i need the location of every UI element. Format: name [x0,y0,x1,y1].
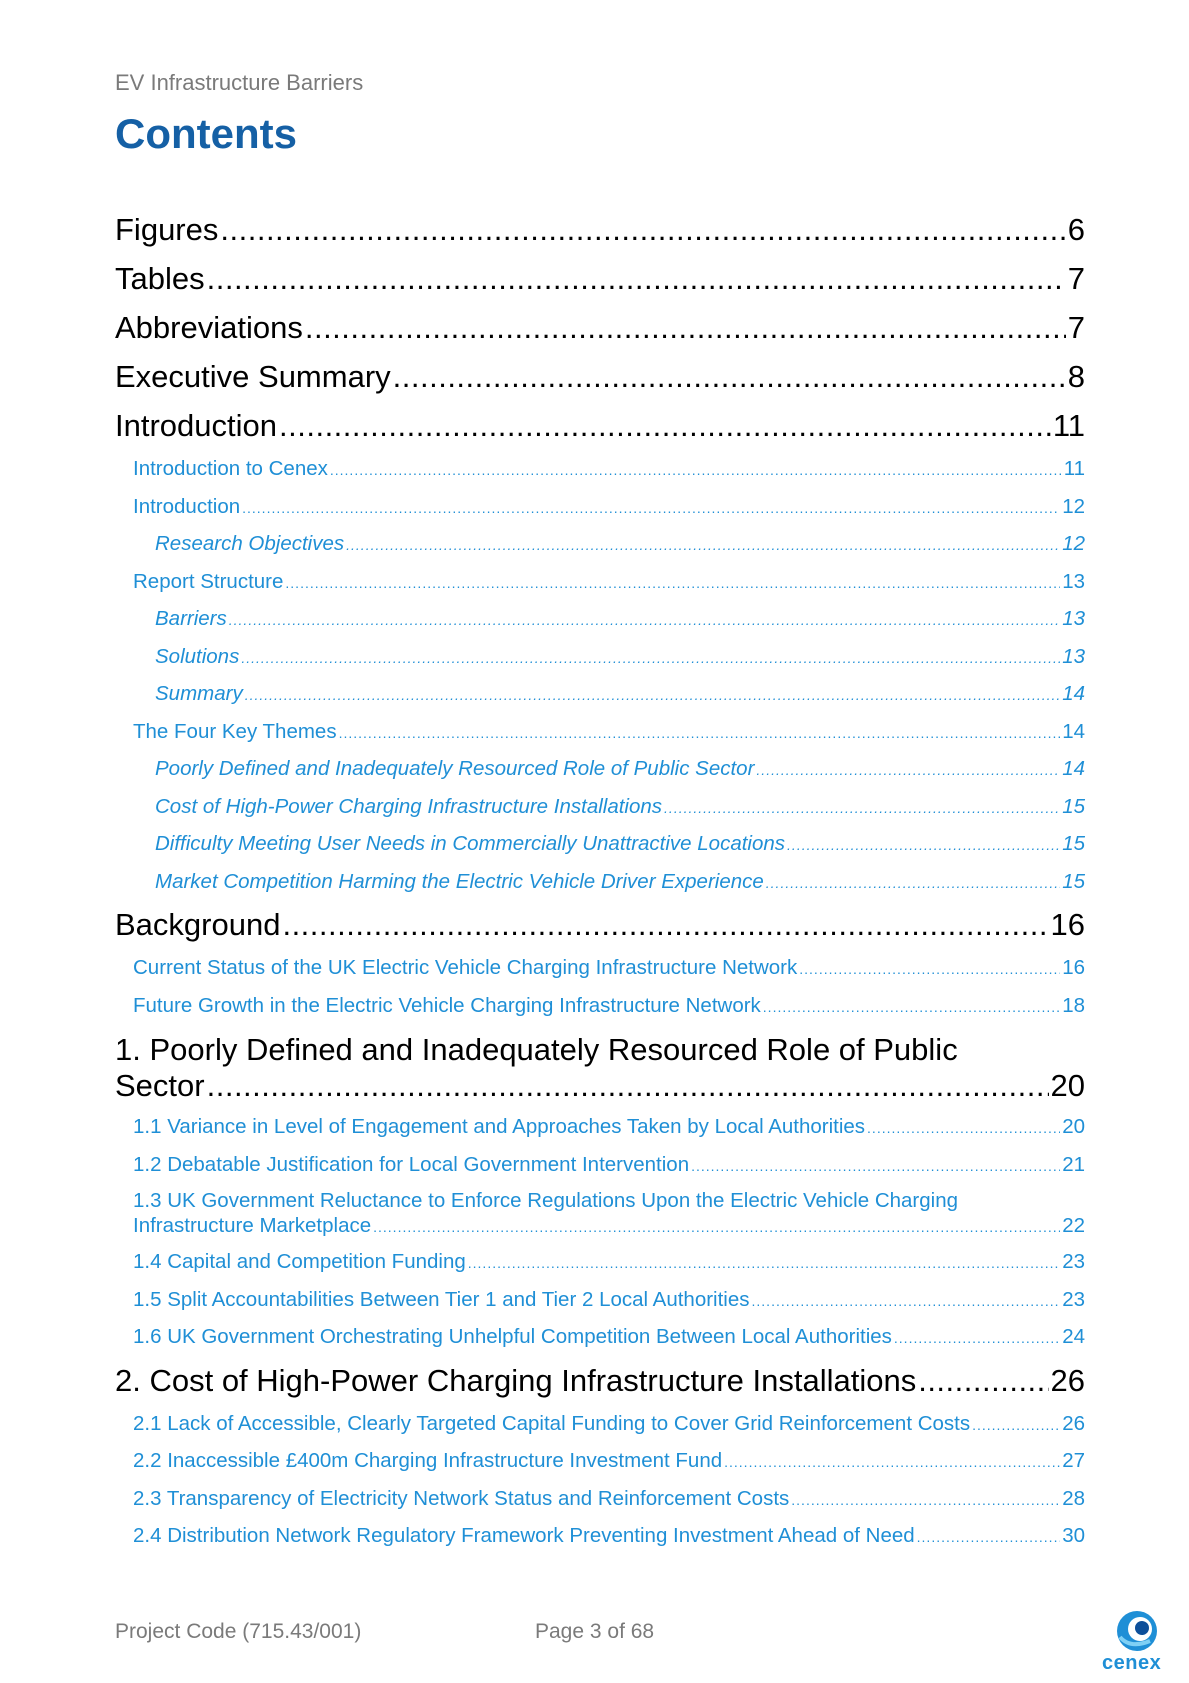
toc-entry-level-2[interactable] [133,713,1085,751]
toc-entry-level-1[interactable] [115,1032,1085,1104]
toc-page-number[interactable]: 20 [1050,1068,1085,1103]
toc-entry-level-3[interactable] [155,750,1085,788]
toc-entry-level-2[interactable] [133,450,1085,488]
toc-entry-title[interactable]: Introduction [115,408,277,443]
toc-entry-level-3[interactable] [155,825,1085,863]
toc-entry-level-2[interactable] [133,1281,1085,1319]
toc-entry-level-3[interactable] [155,675,1085,713]
toc-dot-leader [756,752,1060,790]
toc-page-number[interactable]: 15 [1062,869,1085,893]
toc-entry-level-2[interactable] [133,1405,1085,1443]
cenex-logo-text: cenex [1102,1652,1162,1674]
toc-page-number[interactable]: 26 [1050,1362,1085,1398]
toc-page-number[interactable]: 24 [1062,1325,1085,1348]
toc-dot-leader [207,1068,1049,1104]
toc-dot-leader [282,900,1048,949]
toc-entry-level-3[interactable] [155,600,1085,638]
toc-dot-leader [766,865,1060,903]
toc-page-number[interactable]: 26 [1062,1411,1085,1435]
footer-page-number: Page 3 of 68 [535,1620,655,1643]
toc-dot-leader [207,254,1066,303]
toc-page-number[interactable]: 23 [1062,1250,1085,1273]
toc-entry-title[interactable]: 1.5 Split Accountabilities Between Tier 1 and Tier 2 Local Authorities [133,1287,750,1311]
toc-dot-leader [724,1444,1060,1482]
toc-page-number[interactable]: 27 [1062,1449,1085,1472]
toc-entry-row[interactable] [133,1213,1085,1238]
toc-entry-title[interactable]: Executive Summary [115,359,391,394]
toc-page-number[interactable]: 16 [1050,907,1085,942]
toc-page-number[interactable]: 21 [1062,1152,1085,1176]
toc-entry-title[interactable]: Difficulty Meeting User Needs in Commercially Unattractive Locations [155,832,786,855]
toc-dot-leader [285,565,1060,603]
toc-dot-leader [242,490,1060,528]
toc-dot-leader [373,1215,1060,1240]
toc-entry-title[interactable]: Future Growth in the Electric Vehicle Charging Infrastructure Network [133,993,761,1017]
toc-page-number[interactable]: 15 [1062,832,1085,855]
toc-entry-title-line1[interactable]: 1.3 UK Government Reluctance to Enforce Regulations Upon the Electric Vehicle Charging [133,1189,959,1212]
toc-dot-leader [393,352,1066,401]
toc-page-number[interactable]: 6 [1067,212,1085,247]
toc-entry-title[interactable]: 1.6 UK Government Orchestrating Unhelpful Competition Between Local Authorities [133,1325,892,1348]
toc-page-number[interactable]: 12 [1062,494,1085,518]
toc-dot-leader [972,1407,1060,1445]
toc-dot-leader [799,951,1060,989]
toc-page-number[interactable]: 7 [1067,310,1085,345]
toc-dot-leader [220,205,1065,254]
toc-dot-leader [468,1245,1060,1283]
toc-dot-leader [917,1519,1061,1557]
toc-page-number[interactable]: 13 [1062,607,1085,630]
footer-project-code: Project Code (715.43/001) [115,1620,362,1643]
toc-dot-leader [787,827,1060,865]
toc-entry-title[interactable]: 1.1 Variance in Level of Engagement and Approaches Taken by Local Authorities [133,1115,866,1138]
toc-entry-level-2[interactable] [133,1243,1085,1281]
toc-page-number[interactable]: 7 [1067,261,1085,296]
toc-dot-leader [763,989,1060,1027]
toc-page-number[interactable]: 30 [1062,1524,1085,1547]
toc-entry-level-1[interactable] [115,254,1085,303]
toc-entry-row[interactable] [115,1068,1085,1104]
toc-entry-level-1[interactable] [115,401,1085,450]
table-of-contents [115,205,1085,1555]
toc-entry-title[interactable]: Current Status of the UK Electric Vehicle Charging Infrastructure Network [133,956,798,979]
toc-entry-title[interactable]: Solutions [155,644,240,668]
toc-page-number[interactable]: 22 [1062,1214,1085,1237]
toc-entry-level-1[interactable] [115,352,1085,401]
toc-entry-level-2[interactable] [133,1146,1085,1184]
toc-entry-title[interactable]: 2.1 Lack of Accessible, Clearly Targeted Capital Funding to Cover Grid Reinforcement Costs [133,1411,971,1435]
toc-entry-level-2[interactable] [133,1188,1085,1238]
toc-page-number[interactable]: 18 [1062,993,1085,1017]
toc-entry-level-3[interactable] [155,788,1085,826]
toc-dot-leader [241,640,1060,678]
toc-entry-level-3[interactable] [155,525,1085,563]
toc-dot-leader [664,790,1060,828]
toc-dot-leader [791,1482,1060,1520]
toc-entry-title[interactable]: Summary [155,682,243,705]
toc-entry-level-2[interactable] [133,1517,1085,1555]
toc-dot-leader [691,1148,1060,1186]
toc-entry-title[interactable]: Figures [115,212,219,247]
toc-page-number[interactable]: 13 [1062,569,1085,593]
toc-entry-title[interactable]: Cost of High-Power Charging Infrastructure Installations [155,794,663,818]
toc-page-number[interactable]: 28 [1062,1486,1085,1510]
toc-entry-level-2[interactable] [133,1480,1085,1518]
toc-entry-title[interactable]: 2.3 Transparency of Electricity Network Status and Reinforcement Costs [133,1486,790,1510]
toc-entry-title[interactable]: Introduction to Cenex [133,457,328,480]
toc-entry-level-1[interactable] [115,205,1085,254]
toc-dot-leader [346,527,1060,565]
toc-dot-leader [752,1283,1061,1321]
toc-entry-title[interactable]: Report Structure [133,569,284,593]
toc-entry-level-1[interactable] [115,303,1085,352]
toc-entry-level-2[interactable] [133,987,1085,1025]
toc-entry-title[interactable]: Poorly Defined and Inadequately Resourced Role of Public Sector [155,757,755,780]
toc-dot-leader [339,715,1061,753]
toc-entry-level-2[interactable] [133,1108,1085,1146]
toc-entry-title[interactable]: Abbreviations [115,310,303,345]
toc-entry-title[interactable]: Market Competition Harming the Electric Vehicle Driver Experience [155,869,764,893]
toc-entry-title[interactable]: The Four Key Themes [133,719,337,743]
toc-entry-title[interactable]: Barriers [155,607,227,630]
toc-entry-level-3[interactable] [155,863,1085,901]
toc-page-number[interactable]: 14 [1062,682,1085,705]
toc-entry-title[interactable]: 2. Cost of High-Power Charging Infrastructure Installations [115,1362,917,1398]
toc-dot-leader [330,452,1062,490]
toc-entry-title[interactable]: Tables [115,261,205,296]
toc-page-number[interactable]: 15 [1062,794,1085,818]
toc-page-number[interactable]: 20 [1062,1115,1085,1138]
toc-entry-title[interactable]: 2.2 Inaccessible £400m Charging Infrastructure Investment Fund [133,1449,723,1472]
toc-entry-level-2[interactable] [133,563,1085,601]
toc-entry-title[interactable]: 2.4 Distribution Network Regulatory Framework Preventing Investment Ahead of Need [133,1524,915,1547]
toc-entry-level-1[interactable] [115,900,1085,949]
toc-page-number[interactable]: 13 [1062,644,1085,668]
toc-page-number[interactable]: 16 [1062,956,1085,979]
toc-page-number[interactable]: 11 [1063,457,1085,480]
toc-entry-level-2[interactable] [133,1318,1085,1356]
toc-page-number[interactable]: 14 [1062,757,1085,780]
toc-entry-level-2[interactable] [133,488,1085,526]
toc-entry-title-line1[interactable]: 1. Poorly Defined and Inadequately Resourced Role of Public [115,1032,958,1067]
toc-dot-leader [229,602,1060,640]
toc-entry-level-2[interactable] [133,949,1085,987]
toc-page-number[interactable]: 8 [1067,359,1085,394]
toc-entry-level-1[interactable] [115,1356,1085,1405]
toc-entry-level-3[interactable] [155,638,1085,676]
toc-page-number[interactable]: 14 [1062,719,1085,743]
toc-entry-title[interactable]: 1.4 Capital and Competition Funding [133,1250,466,1273]
toc-page-number[interactable]: 12 [1062,532,1085,555]
toc-dot-leader [918,1356,1048,1405]
toc-page-number[interactable]: 11 [1052,408,1085,443]
toc-entry-title[interactable]: Sector [115,1068,205,1103]
toc-entry-title[interactable]: Infrastructure Marketplace [133,1214,372,1237]
toc-dot-leader [894,1320,1060,1358]
toc-entry-level-2[interactable] [133,1442,1085,1480]
toc-entry-title[interactable]: 1.2 Debatable Justification for Local Government Intervention [133,1152,690,1176]
running-title: EV Infrastructure Barriers [115,70,364,95]
toc-dot-leader [867,1110,1060,1148]
toc-entry-title[interactable]: Introduction [133,494,241,518]
toc-dot-leader [305,303,1066,352]
toc-entry-title[interactable]: Research Objectives [155,532,345,555]
contents-heading: Contents [115,110,297,157]
toc-entry-title[interactable]: Background [115,907,281,942]
toc-page-number[interactable]: 23 [1062,1287,1085,1311]
toc-dot-leader [245,677,1060,715]
toc-dot-leader [279,401,1051,450]
